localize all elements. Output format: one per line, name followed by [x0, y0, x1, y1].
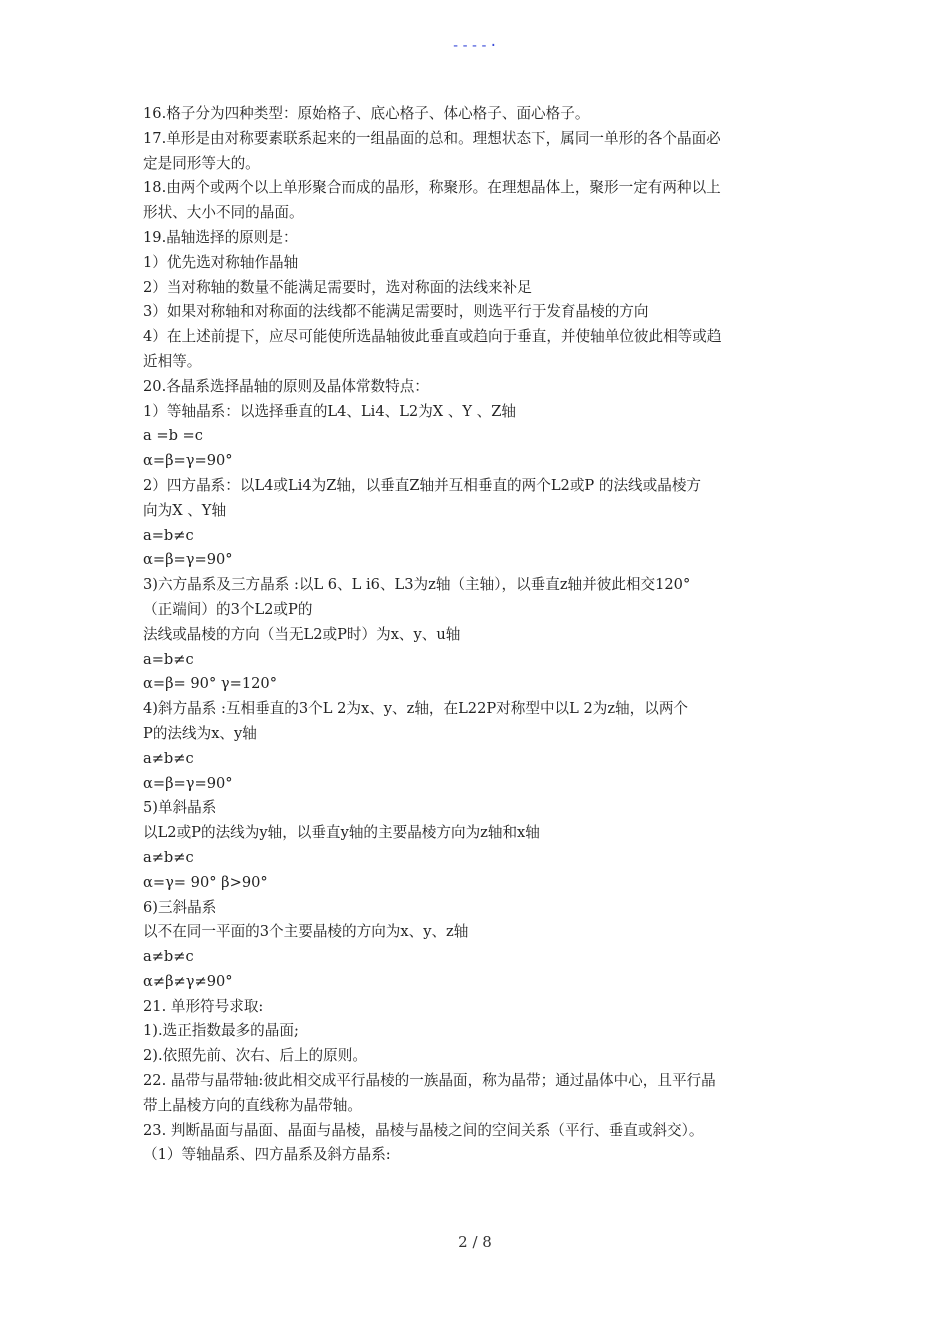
text-line: 形状、大小不同的晶面。 [143, 204, 304, 222]
text-line: 1）优先选对称轴作晶轴 [143, 253, 299, 271]
text-line: α=β=γ=90° [143, 774, 233, 792]
text-line: 19.晶轴选择的原则是： [143, 228, 298, 246]
text-line: 17.单形是由对称要素联系起来的一组晶面的总和。理想状态下，属同一单形的各个晶面必 [143, 129, 721, 147]
text-line: a =b =c [143, 427, 203, 445]
text-line: 5)单斜晶系 [143, 799, 217, 817]
text-line: 2）当对称轴的数量不能满足需要时，选对称面的法线来补足 [143, 278, 532, 296]
text-line: 6)三斜晶系 [143, 898, 217, 916]
text-line: a≠b≠c [143, 749, 194, 767]
text-line: a=b≠c [143, 526, 194, 544]
text-line: 20.各晶系选择晶轴的原则及晶体常数特点： [143, 377, 429, 395]
header-mark: ----· [451, 38, 499, 54]
text-line: a≠b≠c [143, 948, 194, 966]
text-line: 定是同形等大的。 [143, 154, 260, 172]
text-line: 近相等。 [143, 352, 202, 370]
text-line: 1）等轴晶系：以选择垂直的L4、Li4、L2为X 、Y 、Z轴 [143, 402, 517, 420]
text-line: 1).选正指数最多的晶面; [143, 1022, 299, 1040]
text-line: 带上晶棱方向的直线称为晶带轴。 [143, 1096, 362, 1114]
text-line: a≠b≠c [143, 848, 194, 866]
text-line: （正端间）的3个L2或P的 [143, 600, 313, 618]
document-body [143, 102, 815, 1168]
text-line: 4)斜方晶系 :互相垂直的3个L 2为x、y、z轴，在L22P对称型中以L 2为z轴，以两个 [143, 700, 689, 718]
text-line: α=β= 90° γ=120° [143, 675, 277, 693]
text-line: 法线或晶棱的方向（当无L2或P时）为x、y、u轴 [143, 625, 461, 643]
text-line: （1）等轴晶系、四方晶系及斜方晶系: [143, 1146, 391, 1164]
text-line: α=β=γ=90° [143, 551, 233, 569]
text-line: 3）如果对称轴和对称面的法线都不能满足需要时，则选平行于发育晶棱的方向 [143, 303, 649, 321]
text-line: P的法线为x、y轴 [143, 724, 257, 742]
text-line: 以不在同一平面的3个主要晶棱的方向为x、y、z轴 [143, 923, 469, 941]
text-line: 16.格子分为四种类型：原始格子、底心格子、体心格子、面心格子。 [143, 105, 590, 122]
text-line: 21. 单形符号求取: [143, 997, 264, 1015]
page-number: 2 / 8 [458, 1233, 492, 1251]
text-line: 22. 晶带与晶带轴:彼此相交成平行晶棱的一族晶面，称为晶带；通过晶体中心，且平行晶 [143, 1072, 716, 1090]
text-line: 向为X 、Y轴 [143, 501, 227, 519]
text-line: 3)六方晶系及三方晶系 :以L 6、L i6、L3为z轴（主轴），以垂直z轴并彼此相交120° [143, 576, 691, 594]
text-line: a=b≠c [143, 650, 194, 668]
text-line: α=β=γ=90° [143, 452, 233, 470]
text-line: 18.由两个或两个以上单形聚合而成的晶形，称聚形。在理想晶体上，聚形一定有两种以上 [143, 179, 721, 197]
text-line: α≠β≠γ≠90° [143, 972, 233, 990]
text-line: α=γ= 90° β>90° [143, 873, 268, 891]
text-line: 2）四方晶系：以L4或Li4为Z轴，以垂直Z轴并互相垂直的两个L2或P 的法线或晶棱方 [143, 476, 702, 494]
text-line: 23. 判断晶面与晶面、晶面与晶棱，晶棱与晶棱之间的空间关系（平行、垂直或斜交）。 [143, 1121, 704, 1139]
text-line: 以L2或P的法线为y轴，以垂直y轴的主要晶棱方向为z轴和x轴 [143, 824, 540, 842]
text-line: 2).依照先前、次右、后上的原则。 [143, 1047, 367, 1065]
text-line: 4）在上述前提下，应尽可能使所选晶轴彼此垂直或趋向于垂直，并使轴单位彼此相等或趋 [143, 328, 722, 346]
